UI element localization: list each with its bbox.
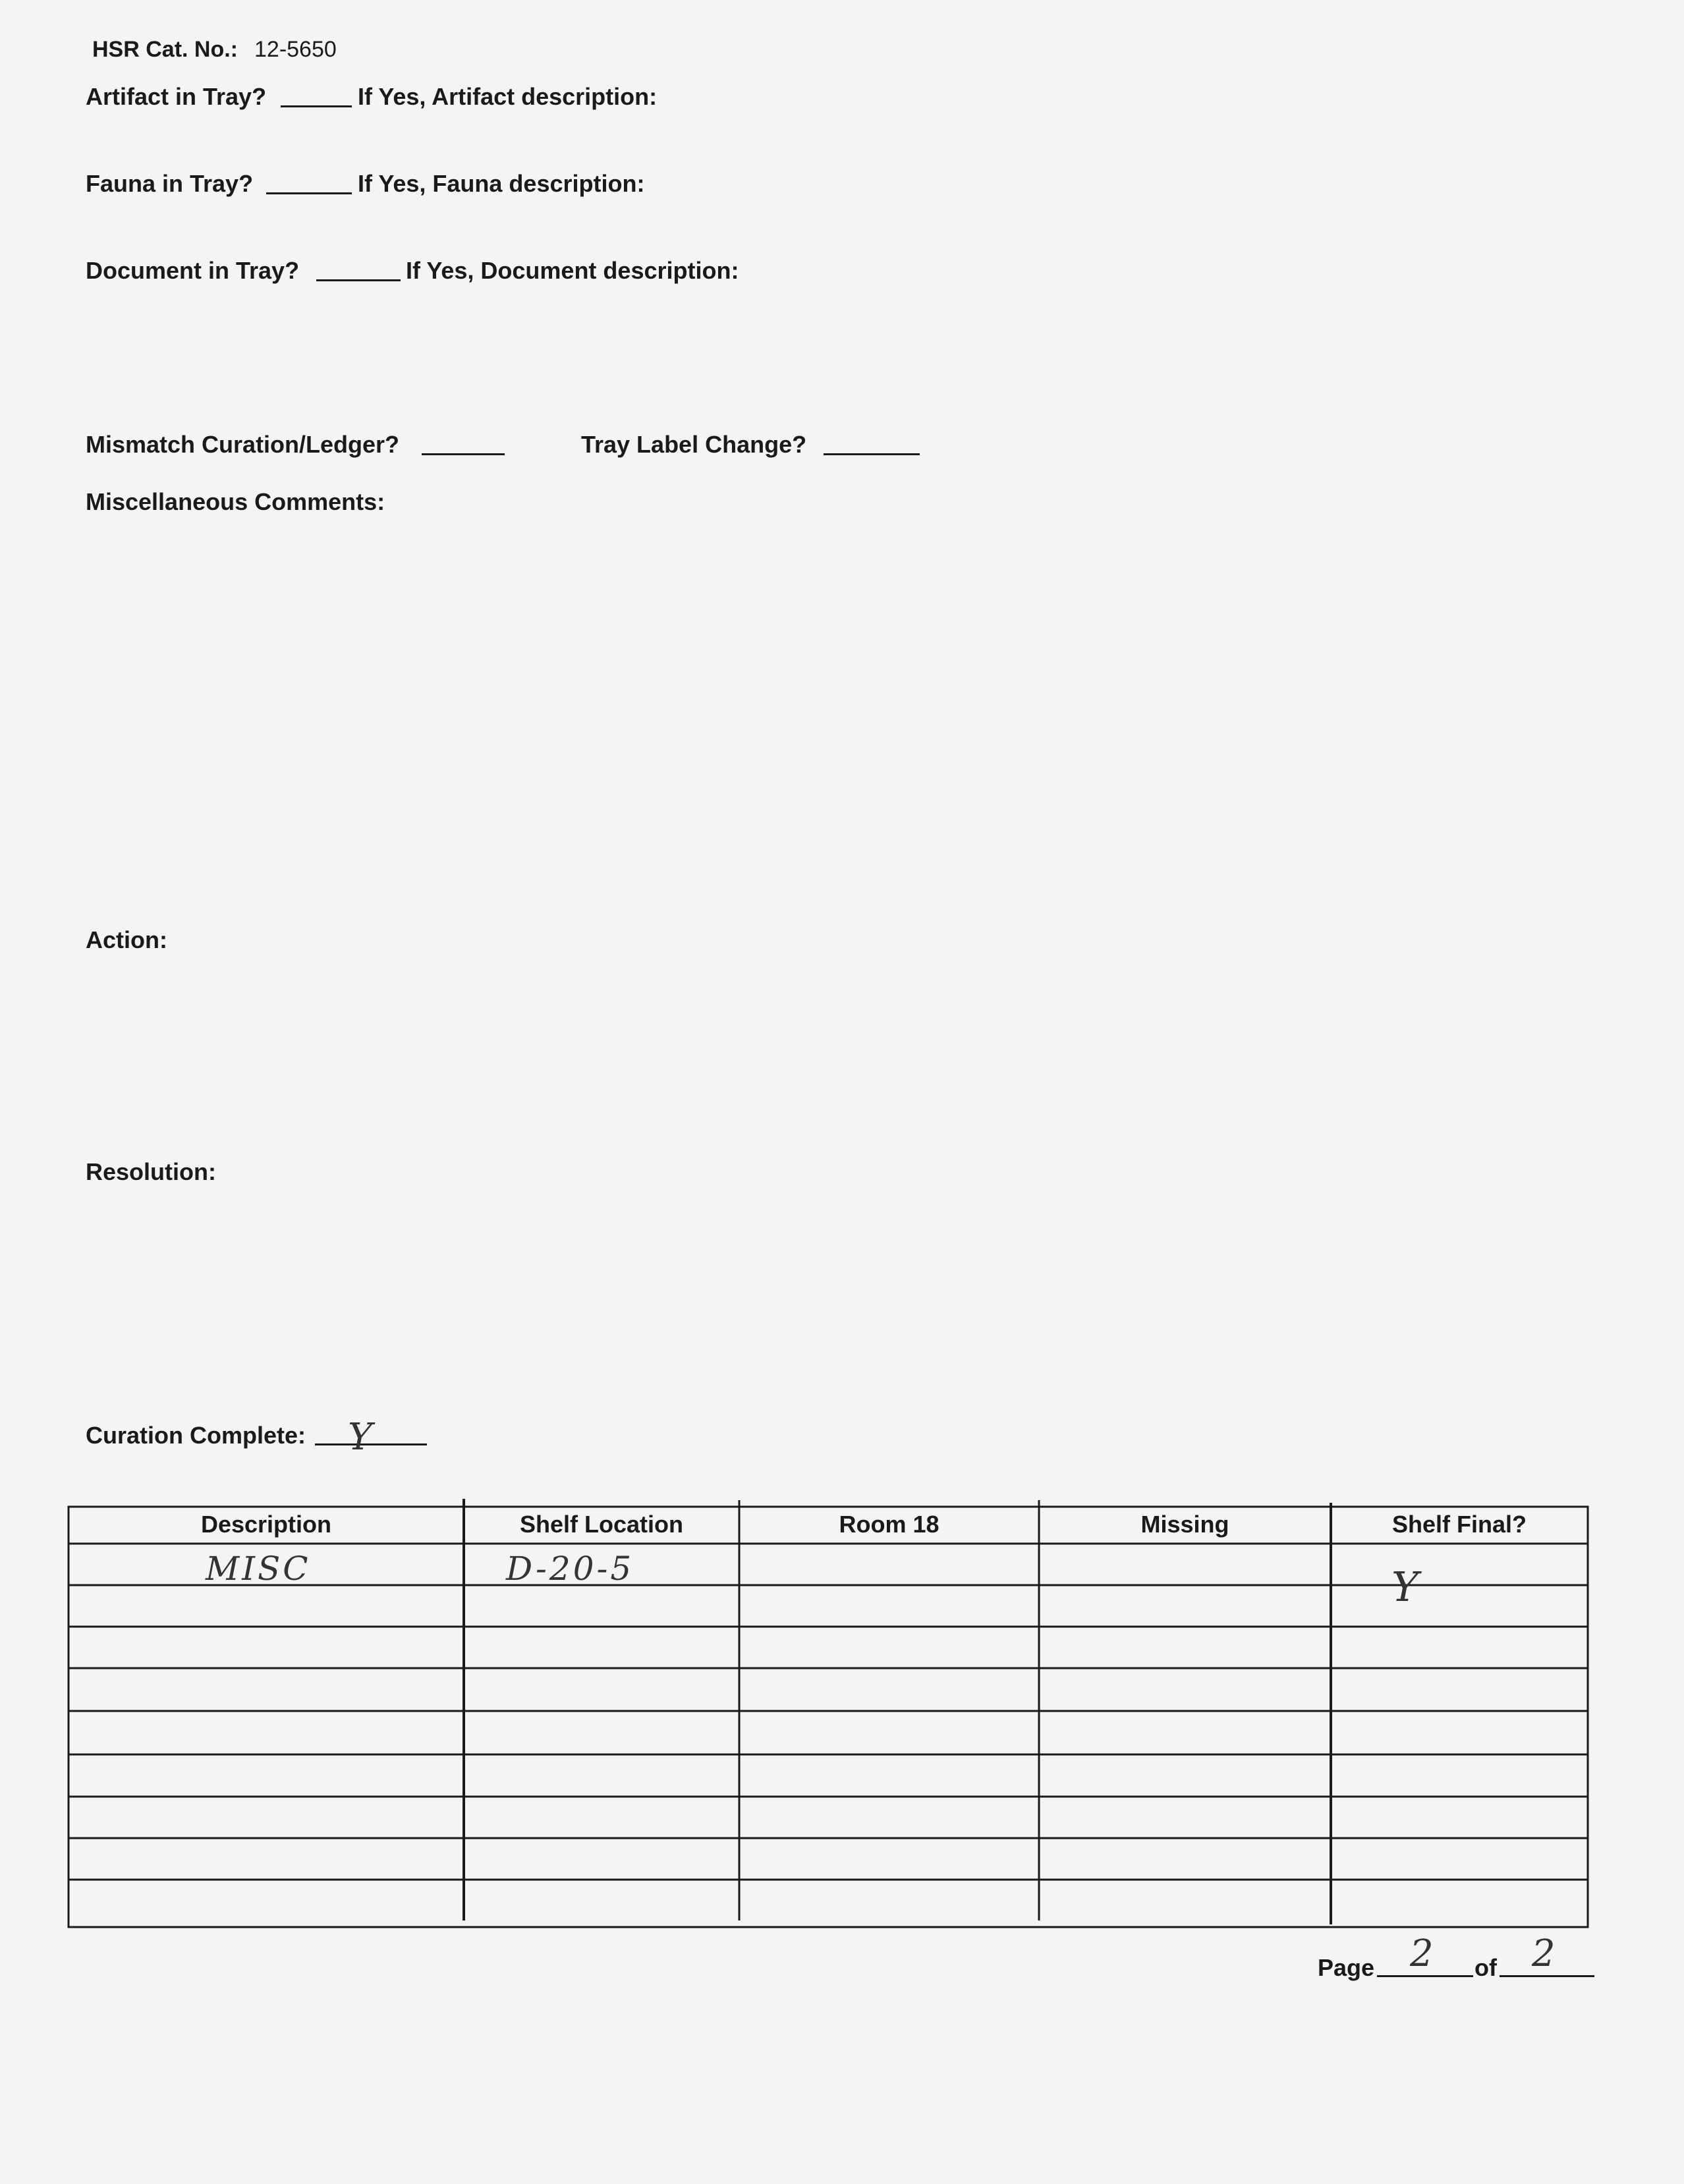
artifact-description-label: If Yes, Artifact description: [358, 83, 658, 110]
fauna-in-tray-label: Fauna in Tray? [86, 170, 254, 197]
page-number-blank[interactable] [1377, 1975, 1473, 1977]
page-total-value: 2 [1532, 1932, 1556, 1975]
curation-complete-label: Curation Complete: [86, 1422, 306, 1449]
col-header-description: Description [200, 1511, 332, 1538]
col-header-shelf-final: Shelf Final? [1391, 1511, 1527, 1538]
page-number-value: 2 [1410, 1932, 1434, 1975]
page-total-blank[interactable] [1500, 1975, 1594, 1977]
mismatch-curation-ledger-label: Mismatch Curation/Ledger? [86, 431, 400, 458]
miscellaneous-comments-label: Miscellaneous Comments: [86, 488, 385, 515]
row1-description: MISC [206, 1550, 311, 1588]
document-in-tray-label: Document in Tray? [86, 257, 300, 284]
page-label: Page [1318, 1954, 1375, 1981]
col-header-missing: Missing [1140, 1511, 1229, 1538]
row1-shelf-final: Y [1391, 1563, 1418, 1611]
resolution-label: Resolution: [86, 1158, 216, 1185]
curation-complete-value: Y [348, 1416, 372, 1459]
col-header-room-18: Room 18 [839, 1511, 940, 1538]
action-label: Action: [86, 926, 167, 953]
hsr-cat-label: HSR Cat. No.: [92, 37, 238, 62]
fauna-description-label: If Yes, Fauna description: [358, 170, 645, 197]
hsr-cat-value: 12-5650 [254, 37, 337, 62]
of-label: of [1474, 1954, 1497, 1981]
tray-label-change-label: Tray Label Change? [581, 431, 807, 458]
row1-shelf-location: D-20-5 [506, 1550, 634, 1588]
artifact-in-tray-label: Artifact in Tray? [86, 83, 267, 110]
col-header-shelf-location: Shelf Location [519, 1511, 683, 1538]
document-description-label: If Yes, Document description: [406, 257, 739, 284]
